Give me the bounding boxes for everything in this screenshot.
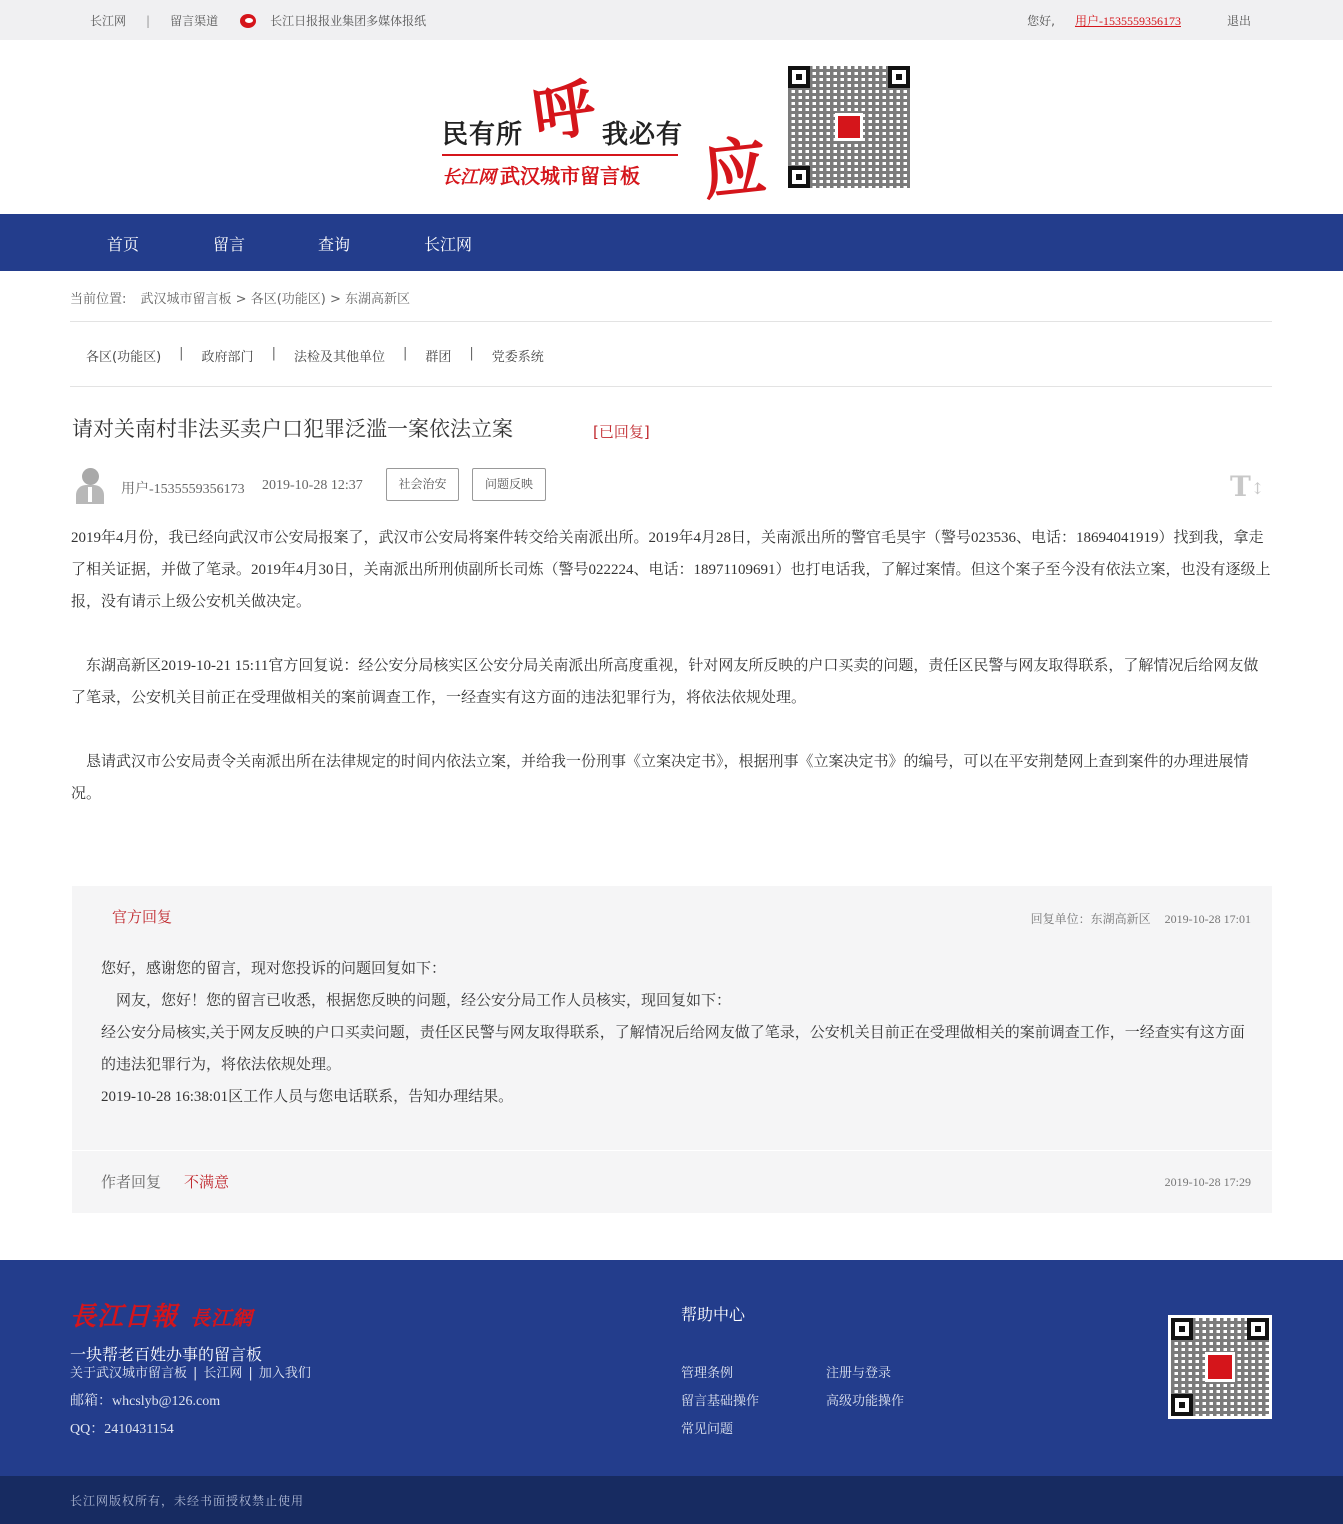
author-reply-label: 作者回复: [101, 1173, 162, 1191]
separator: |: [469, 346, 474, 361]
qr-code-icon: [788, 66, 910, 188]
logo-hu: 呼: [527, 70, 600, 152]
site-footer: [0, 1260, 1343, 1476]
link-channel[interactable]: 留言渠道: [170, 14, 219, 28]
copyright-text: 长江网版权所有，未经书面授权禁止使用: [70, 1494, 305, 1508]
tab-government[interactable]: 政府部门: [201, 350, 254, 365]
help-link-register[interactable]: 注册与登录: [826, 1366, 892, 1381]
reply-body: [101, 953, 1251, 1113]
logo-divider: [442, 154, 678, 156]
reply-meta: [1031, 910, 1251, 927]
footer-logo: [70, 1296, 253, 1333]
user-link[interactable]: 用户-1535559356173: [1074, 14, 1181, 28]
post-paragraph: 2019年4月份，我已经向武汉市公安局报案了，武汉市公安局将案件转交给关南派出所。2019年4月28日，关南派出所的警官毛昊宇（警号023536、电话：18694041919）找到我，拿走了相关证据，并做了笔录。2019年4月30日，关南派出所刑侦副所长司炼（警号022224、电话：18971109691）也打电话我，了解过案情。但这个案子至今没有依法立案，也没有逐级上报，没有请示上级公安机关做决定。: [71, 530, 1271, 610]
footer-qr-code-icon: [1168, 1315, 1272, 1419]
reply-line: 经公安分局核实,关于网友反映的户口买卖问题，责任区民警与网友取得联系，了解情况后给网友做了笔录，公安机关目前正在受理做相关的案前调查工作，一经查实有这方面的违法犯罪行为，将依法依规处理。: [101, 1025, 1245, 1073]
footer-links: 关于武汉城市留言板 | 长江网 | 加入我们: [70, 1366, 311, 1381]
footer-link-join[interactable]: 加入我们: [258, 1366, 311, 1381]
post-meta: [76, 466, 1272, 506]
help-link-basic[interactable]: 留言基础操作: [681, 1394, 760, 1409]
footer-logo-a: 長江日報: [70, 1302, 179, 1332]
separator: |: [402, 346, 408, 361]
author-reply: [72, 1150, 1272, 1213]
footer-slogan: 一块帮老百姓办事的留言板: [70, 1345, 263, 1364]
top-bar: [0, 0, 1343, 40]
help-link-advanced[interactable]: 高级功能操作: [826, 1394, 905, 1409]
logo-brand: 长江网: [442, 167, 496, 188]
author-reply-time: 2019-10-28 17:29: [1164, 1175, 1251, 1189]
tab-districts[interactable]: 各区(功能区): [86, 350, 162, 365]
logout-link[interactable]: 退出: [1226, 14, 1251, 28]
category-tabs: [86, 346, 544, 365]
post-user: 用户-1535559356173: [121, 482, 245, 497]
separator: |: [179, 346, 184, 361]
help-link-rules[interactable]: 管理条例: [681, 1366, 734, 1381]
footer-link-about[interactable]: 关于武汉城市留言板: [70, 1366, 188, 1381]
avatar-icon: [76, 468, 104, 504]
help-center-title: 帮助中心: [681, 1305, 746, 1324]
tab-legal[interactable]: 法检及其他单位: [293, 350, 385, 365]
nav-message[interactable]: 留言: [213, 235, 246, 254]
divider: [70, 386, 1272, 387]
logo-ying: 应: [698, 128, 771, 211]
reply-unit: 回复单位：东湖高新区: [1030, 912, 1151, 926]
footer-email: 邮箱：whcslyb@126.com: [70, 1394, 221, 1409]
separator: |: [146, 13, 151, 28]
nav-query[interactable]: 查询: [318, 235, 351, 254]
nav-home[interactable]: 首页: [107, 235, 140, 254]
post-time: 2019-10-28 12:37: [262, 478, 363, 493]
logo-text-1: 民有所: [442, 120, 524, 150]
tag-issue-report[interactable]: 问题反映: [472, 468, 546, 501]
site-logo[interactable]: [440, 62, 771, 211]
footer-logo-b: 長江網: [190, 1306, 254, 1330]
footer-link-cjn[interactable]: 长江网: [203, 1366, 243, 1381]
logo-board: 武汉城市留言板: [500, 164, 640, 188]
logo-text-2: 我必有: [602, 120, 684, 150]
e-logo-icon: [240, 14, 258, 28]
logo-subtitle: [442, 160, 640, 189]
help-link-faq[interactable]: 常见问题: [681, 1422, 734, 1437]
separator: |: [271, 346, 276, 361]
status-badge: [已回复]: [593, 423, 650, 441]
tab-party[interactable]: 党委系统: [491, 350, 544, 365]
main-nav: [0, 214, 1343, 271]
reply-line: 网友，您好！您的留言已收悉，根据您反映的问题，经公安分局工作人员核实，现回复如下：: [101, 993, 732, 1009]
link-newspaper-group[interactable]: 长江日报报业集团多媒体报纸: [270, 14, 427, 28]
post-paragraph: 恳请武汉市公安局责令关南派出所在法律规定的时间内依法立案，并给我一份刑事《立案决定书》，根据刑事《立案决定书》的编号，可以在平安荆楚网上查到案件的办理进展情况。: [71, 754, 1249, 802]
footer-qq: QQ：2410431154: [70, 1422, 174, 1437]
text-size-icon[interactable]: T↕: [1230, 470, 1265, 503]
tab-groups[interactable]: 群团: [425, 350, 452, 365]
reply-line: 您好，感谢您的留言，现对您投诉的问题回复如下：: [101, 961, 447, 977]
copyright-bar: [0, 1476, 1343, 1524]
breadcrumb: [70, 288, 410, 307]
divider: [70, 321, 1272, 322]
link-changjiang[interactable]: 长江网: [90, 14, 127, 28]
reply-heading: 官方回复: [112, 908, 173, 926]
official-reply: [72, 886, 1272, 1150]
reply-time: 2019-10-28 17:01: [1164, 912, 1251, 926]
nav-changjiang[interactable]: 长江网: [424, 235, 473, 254]
post-paragraph: 东湖高新区2019-10-21 15:11官方回复说：经公安分局核实区公安分局关南派出所高度重视，针对网友所反映的户口买卖的问题，责任区民警与网友取得联系，了解情况后给网友做了笔录，公安机关目前正在受理做相关的案前调查工作，一经查实有这方面的违法犯罪行为，将依法依规处理。: [71, 658, 1259, 706]
breadcrumb-path[interactable]: 武汉城市留言板 > 各区(功能区) > 东湖高新区: [140, 292, 410, 307]
tag-social-security[interactable]: 社会治安: [386, 468, 459, 501]
greeting: 您好,: [1027, 14, 1055, 28]
site-header: [0, 40, 1343, 214]
breadcrumb-lead: 当前位置:: [70, 292, 127, 307]
author-reply-value: 不满意: [184, 1173, 230, 1191]
reply-line: 2019-10-28 16:38:01区工作人员与您电话联系，告知办理结果。: [101, 1089, 514, 1105]
post-content: [71, 522, 1273, 842]
post-title: 请对关南村非法买卖户口犯罪泛滥一案依法立案: [72, 417, 513, 441]
